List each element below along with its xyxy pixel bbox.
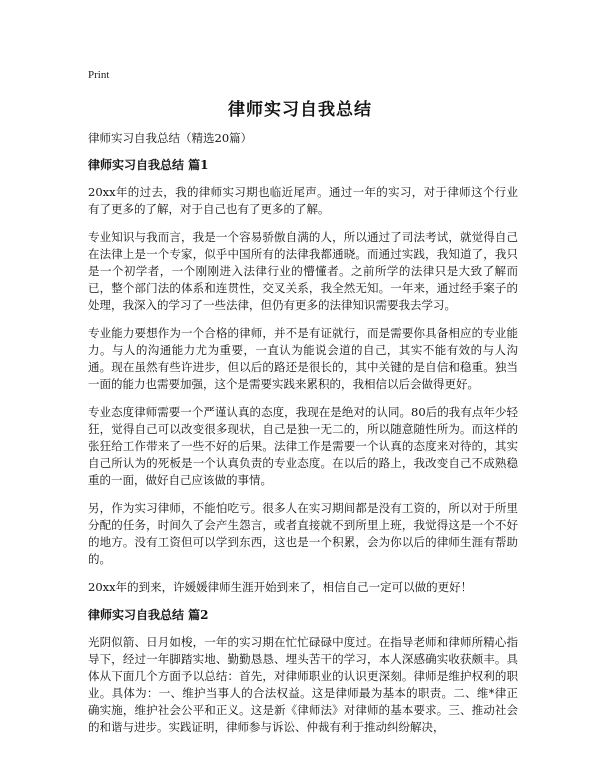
- paragraph: 另，作为实习律师，不能怕吃亏。很多人在实习期间都是没有工资的，所以对于所里分配的任务，时间久了会产生怨言，或者直接就不到所里上班，我觉得这是一个不好的地方。没有工资但可以学到东西，这也是一个积累，会为你以后的律师生涯有帮助的。: [88, 501, 518, 566]
- document-title: 律师实习自我总结: [228, 100, 372, 120]
- document-subtitle: 律师实习自我总结（精选20篇）: [88, 131, 253, 145]
- paragraph: 20xx年的到来，许媛媛律师生涯开始到来了，相信自己一定可以做的更好！: [88, 580, 473, 594]
- print-label[interactable]: Print: [88, 69, 110, 81]
- paragraph: 专业能力要想作为一个合格的律师，并不是有证就行，而是需要你具备相应的专业能力。与人的沟通能力尤为重要，一直认为能说会道的自己，其实不能有效的与人沟通。现在虽然有些许进步，但以后的路还是很长的，其中关键的是自信和稳重。独当一面的能力也需要加强，这个是需要实践来累积的，我相信以后会做得更好。: [88, 326, 518, 391]
- paragraph: 专业知识与我而言，我是一个容易骄傲自满的人，所以通过了司法考试，就觉得自己在法律上是一个专家，似乎中国所有的法律我都通晓。而通过实践，我知道了，我只是一个初学者，一个刚刚进入法律行业的懵懂者。之前所学的法律只是大致了解而已，整个部门法的体系和连贯性，交叉关系，我全然无知。一年来，通过经手案子的处理，我深入的学习了一些法律，但仍有更多的法律知识需要我去学习。: [88, 230, 518, 312]
- section-1: [88, 157, 518, 596]
- paragraph: 光阴似箭、日月如梭，一年的实习期在忙忙碌碌中度过。在指导老师和律师所精心指导下，经过一年脚踏实地、勤勤恳恳、埋头苦干的学习，本人深感确实收获颇丰。具体从下面几个方面予以总结：首先，对律师职业的认识更深刻。律师是维护权利的职业。具体为：一、维护当事人的合法权益。这是律师最为基本的职责。二、维*律正确实施，维护社会公平和正义。这是新《律师法》对律师的基本要求。三、推动社会的和谐与进步。实践证明，律师参与诉讼、仲裁有利于推动纠纷解决，: [88, 635, 518, 734]
- section-heading: 律师实习自我总结 篇2: [88, 608, 209, 622]
- document-body: [88, 130, 518, 747]
- section-2: [88, 607, 518, 736]
- paragraph: 专业态度律师需要一个严谨认真的态度，我现在是绝对的认同。80后的我有点年少轻狂，觉得自己可以改变很多现状，自己是独一无二的，所以随意随性所为。而这样的张狂给工作带来了一些不好的后果。法律工作是需要一个认真的态度来对待的，其实自己所认为的死板是一个认真负责的专业态度。在以后的路上，我改变自己不成熟稳重的一面，做好自己应该做的事情。: [88, 405, 518, 487]
- section-heading: 律师实习自我总结 篇1: [88, 158, 209, 172]
- paragraph: 20xx年的过去，我的律师实习期也临近尾声。通过一年的实习，对于律师这个行业有了更多的了解，对于自己也有了更多的了解。: [88, 185, 518, 216]
